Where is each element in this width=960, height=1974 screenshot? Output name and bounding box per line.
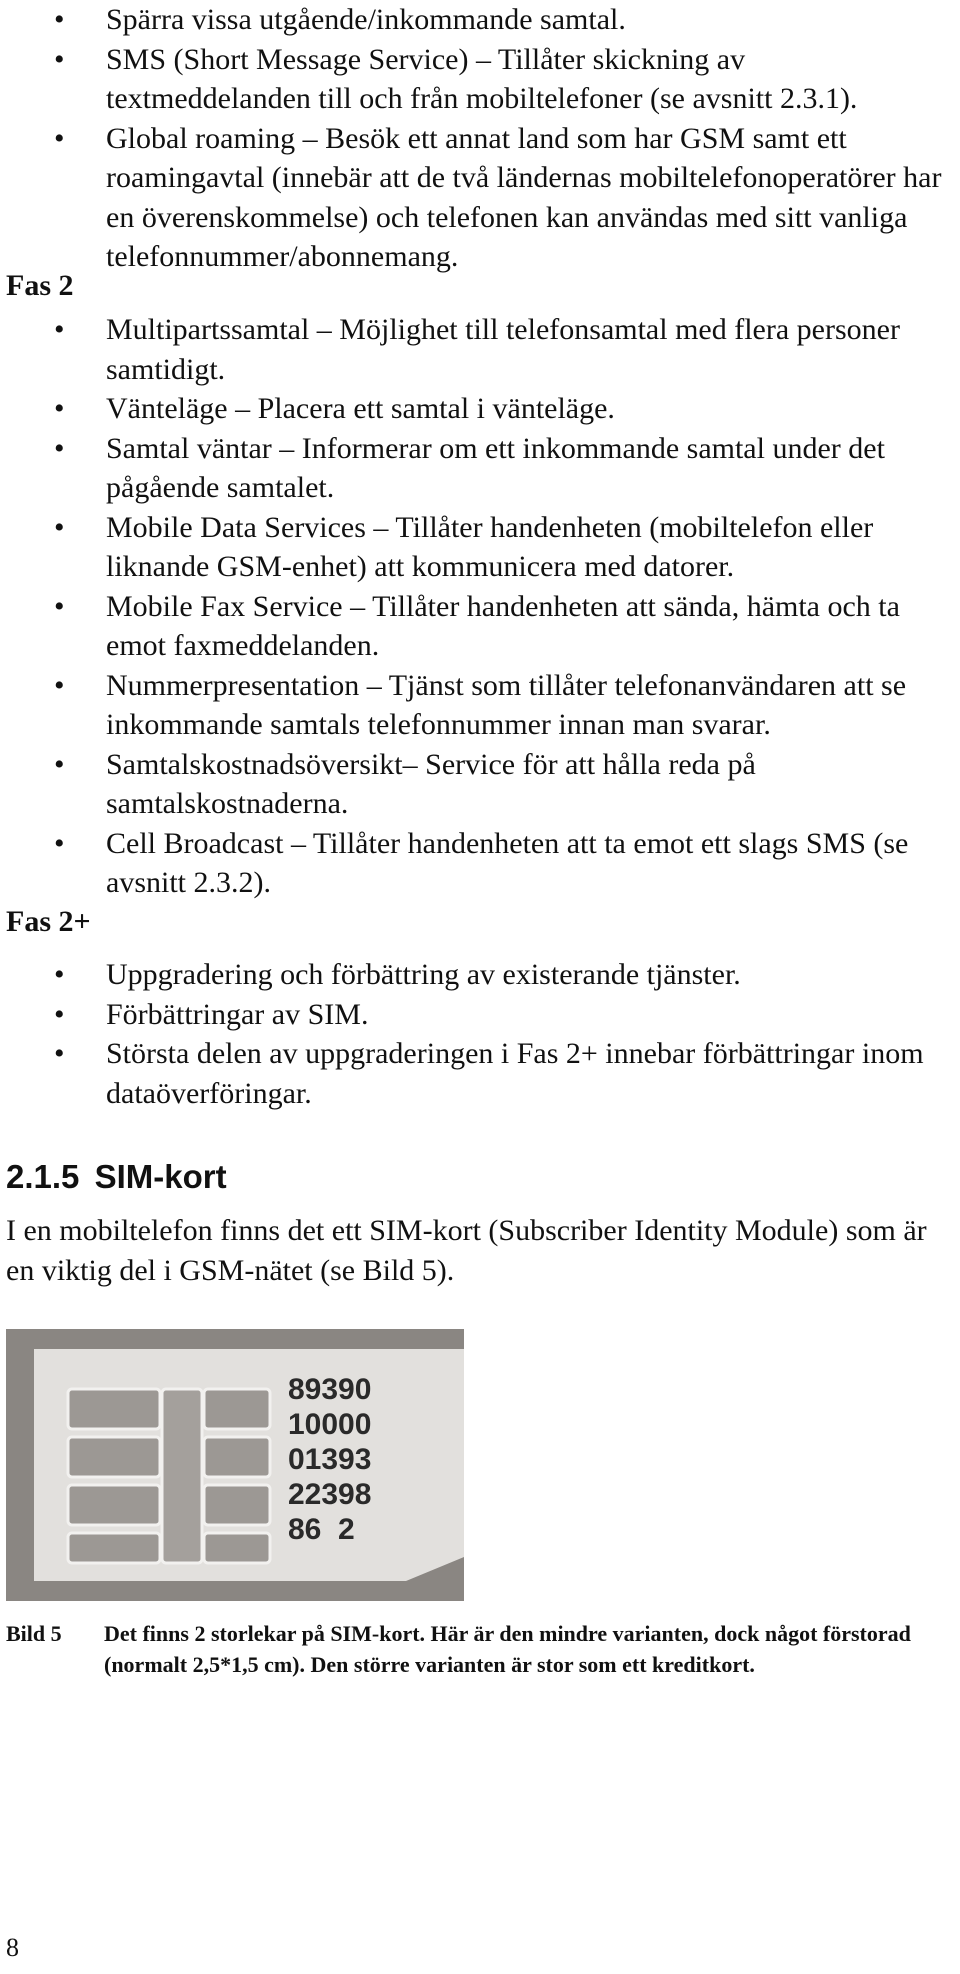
sim-card-photo [6, 1329, 464, 1601]
sim-number-line: 86 2 [288, 1513, 355, 1546]
page-number: 8 [6, 1933, 19, 1962]
section-heading [6, 1157, 227, 1197]
fas2-heading: Fas 2 [6, 269, 74, 302]
bullet-icon: • [54, 826, 65, 860]
sim-number-line: 89390 [288, 1373, 372, 1406]
section-title: SIM-kort [94, 1158, 227, 1195]
fas2plus-heading: Fas 2+ [6, 905, 91, 938]
list-item: • Nummerpresentation – Tjänst som tillåter telefonanvändaren att se inkommande samtals telefonnummer innan man svarar. [0, 666, 960, 745]
list-item: • Cell Broadcast – Tillåter handenheten att ta emot ett slags SMS (se avsnitt 2.3.2). [0, 824, 960, 903]
sim-number-line: 10000 [288, 1408, 372, 1441]
bullet-icon: • [54, 121, 65, 155]
bullet-icon: • [54, 589, 65, 623]
bullet-icon: • [54, 668, 65, 702]
bullet-list-top [0, 0, 960, 277]
list-item: • Uppgradering och förbättring av existerande tjänster. [0, 955, 960, 995]
sim-contact-pad [204, 1485, 270, 1525]
bullet-icon: • [54, 997, 65, 1031]
list-item: • Vänteläge – Placera ett samtal i vänteläge. [0, 389, 960, 429]
bullet-icon: • [54, 3, 65, 36]
bullet-icon: • [54, 510, 65, 544]
sim-contact-pad [204, 1437, 270, 1477]
list-item: • Mobile Fax Service – Tillåter handenheten att sända, hämta och ta emot faxmeddelanden. [0, 587, 960, 666]
section-number: 2.1.5 [6, 1158, 80, 1195]
list-item: • Förbättringar av SIM. [0, 995, 960, 1035]
figure-caption-text: Det finns 2 storlekar på SIM-kort. Här är den mindre varianten, dock något förstorad (normalt 2,5*1,5 cm). Den större varianten är stor som ett kreditkort. [104, 1621, 911, 1677]
section-paragraph: I en mobiltelefon finns det ett SIM-kort (Subscriber Identity Module) som är en viktig del i GSM-nätet (se Bild 5). [6, 1214, 927, 1287]
sim-contact-pad [68, 1533, 160, 1563]
bullet-icon: • [54, 1037, 65, 1070]
sim-number-line: 22398 [288, 1478, 372, 1511]
list-item: • Största delen av uppgraderingen i Fas 2+ innebar förbättringar inom dataöverföringar. [0, 1034, 960, 1113]
list-item: • Samtal väntar – Informerar om ett inkommande samtal under det pågående samtalet. [0, 429, 960, 508]
sim-contact-pad [68, 1437, 160, 1477]
bullet-icon: • [54, 42, 65, 76]
bullet-icon: • [54, 392, 65, 425]
sim-contact-pad [204, 1533, 270, 1563]
sim-contact-grid [68, 1389, 270, 1563]
list-item: • Samtalskostnadsöversikt– Service för att hålla reda på samtalskostnaderna. [0, 745, 960, 824]
sim-contact-pad [68, 1389, 160, 1429]
bullet-icon: • [54, 313, 65, 346]
list-item: • Global roaming – Besök ett annat land som har GSM samt ett roamingavtal (innebär att de två ländernas mobiltelefonoperatörer har en överenskommelse) och telefonen kan användas med sitt vanliga telefonnummer/abonnemang. [0, 119, 960, 277]
list-item: • SMS (Short Message Service) – Tillåter skickning av textmeddelanden till och från mobiltelefoner (se avsnitt 2.3.1). [0, 40, 960, 119]
figure-caption-label: Bild 5 [6, 1621, 62, 1646]
list-item: • Mobile Data Services – Tillåter handenheten (mobiltelefon eller liknande GSM-enhet) att kommunicera med datorer. [0, 508, 960, 587]
sim-contact-pad [204, 1389, 270, 1429]
bullet-icon: • [54, 747, 65, 781]
sim-contact-pad [68, 1485, 160, 1525]
sim-number-line: 01393 [288, 1443, 372, 1476]
list-item: • Multipartssamtal – Möjlighet till telefonsamtal med flera personer samtidigt. [0, 310, 960, 389]
list-item: • Spärra vissa utgående/inkommande samtal. [0, 0, 960, 40]
bullet-icon: • [54, 958, 65, 991]
bullet-list-fas2plus [0, 955, 960, 1113]
bullet-list-fas2 [0, 310, 960, 903]
sim-contact-center [162, 1389, 202, 1563]
bullet-icon: • [54, 431, 65, 465]
